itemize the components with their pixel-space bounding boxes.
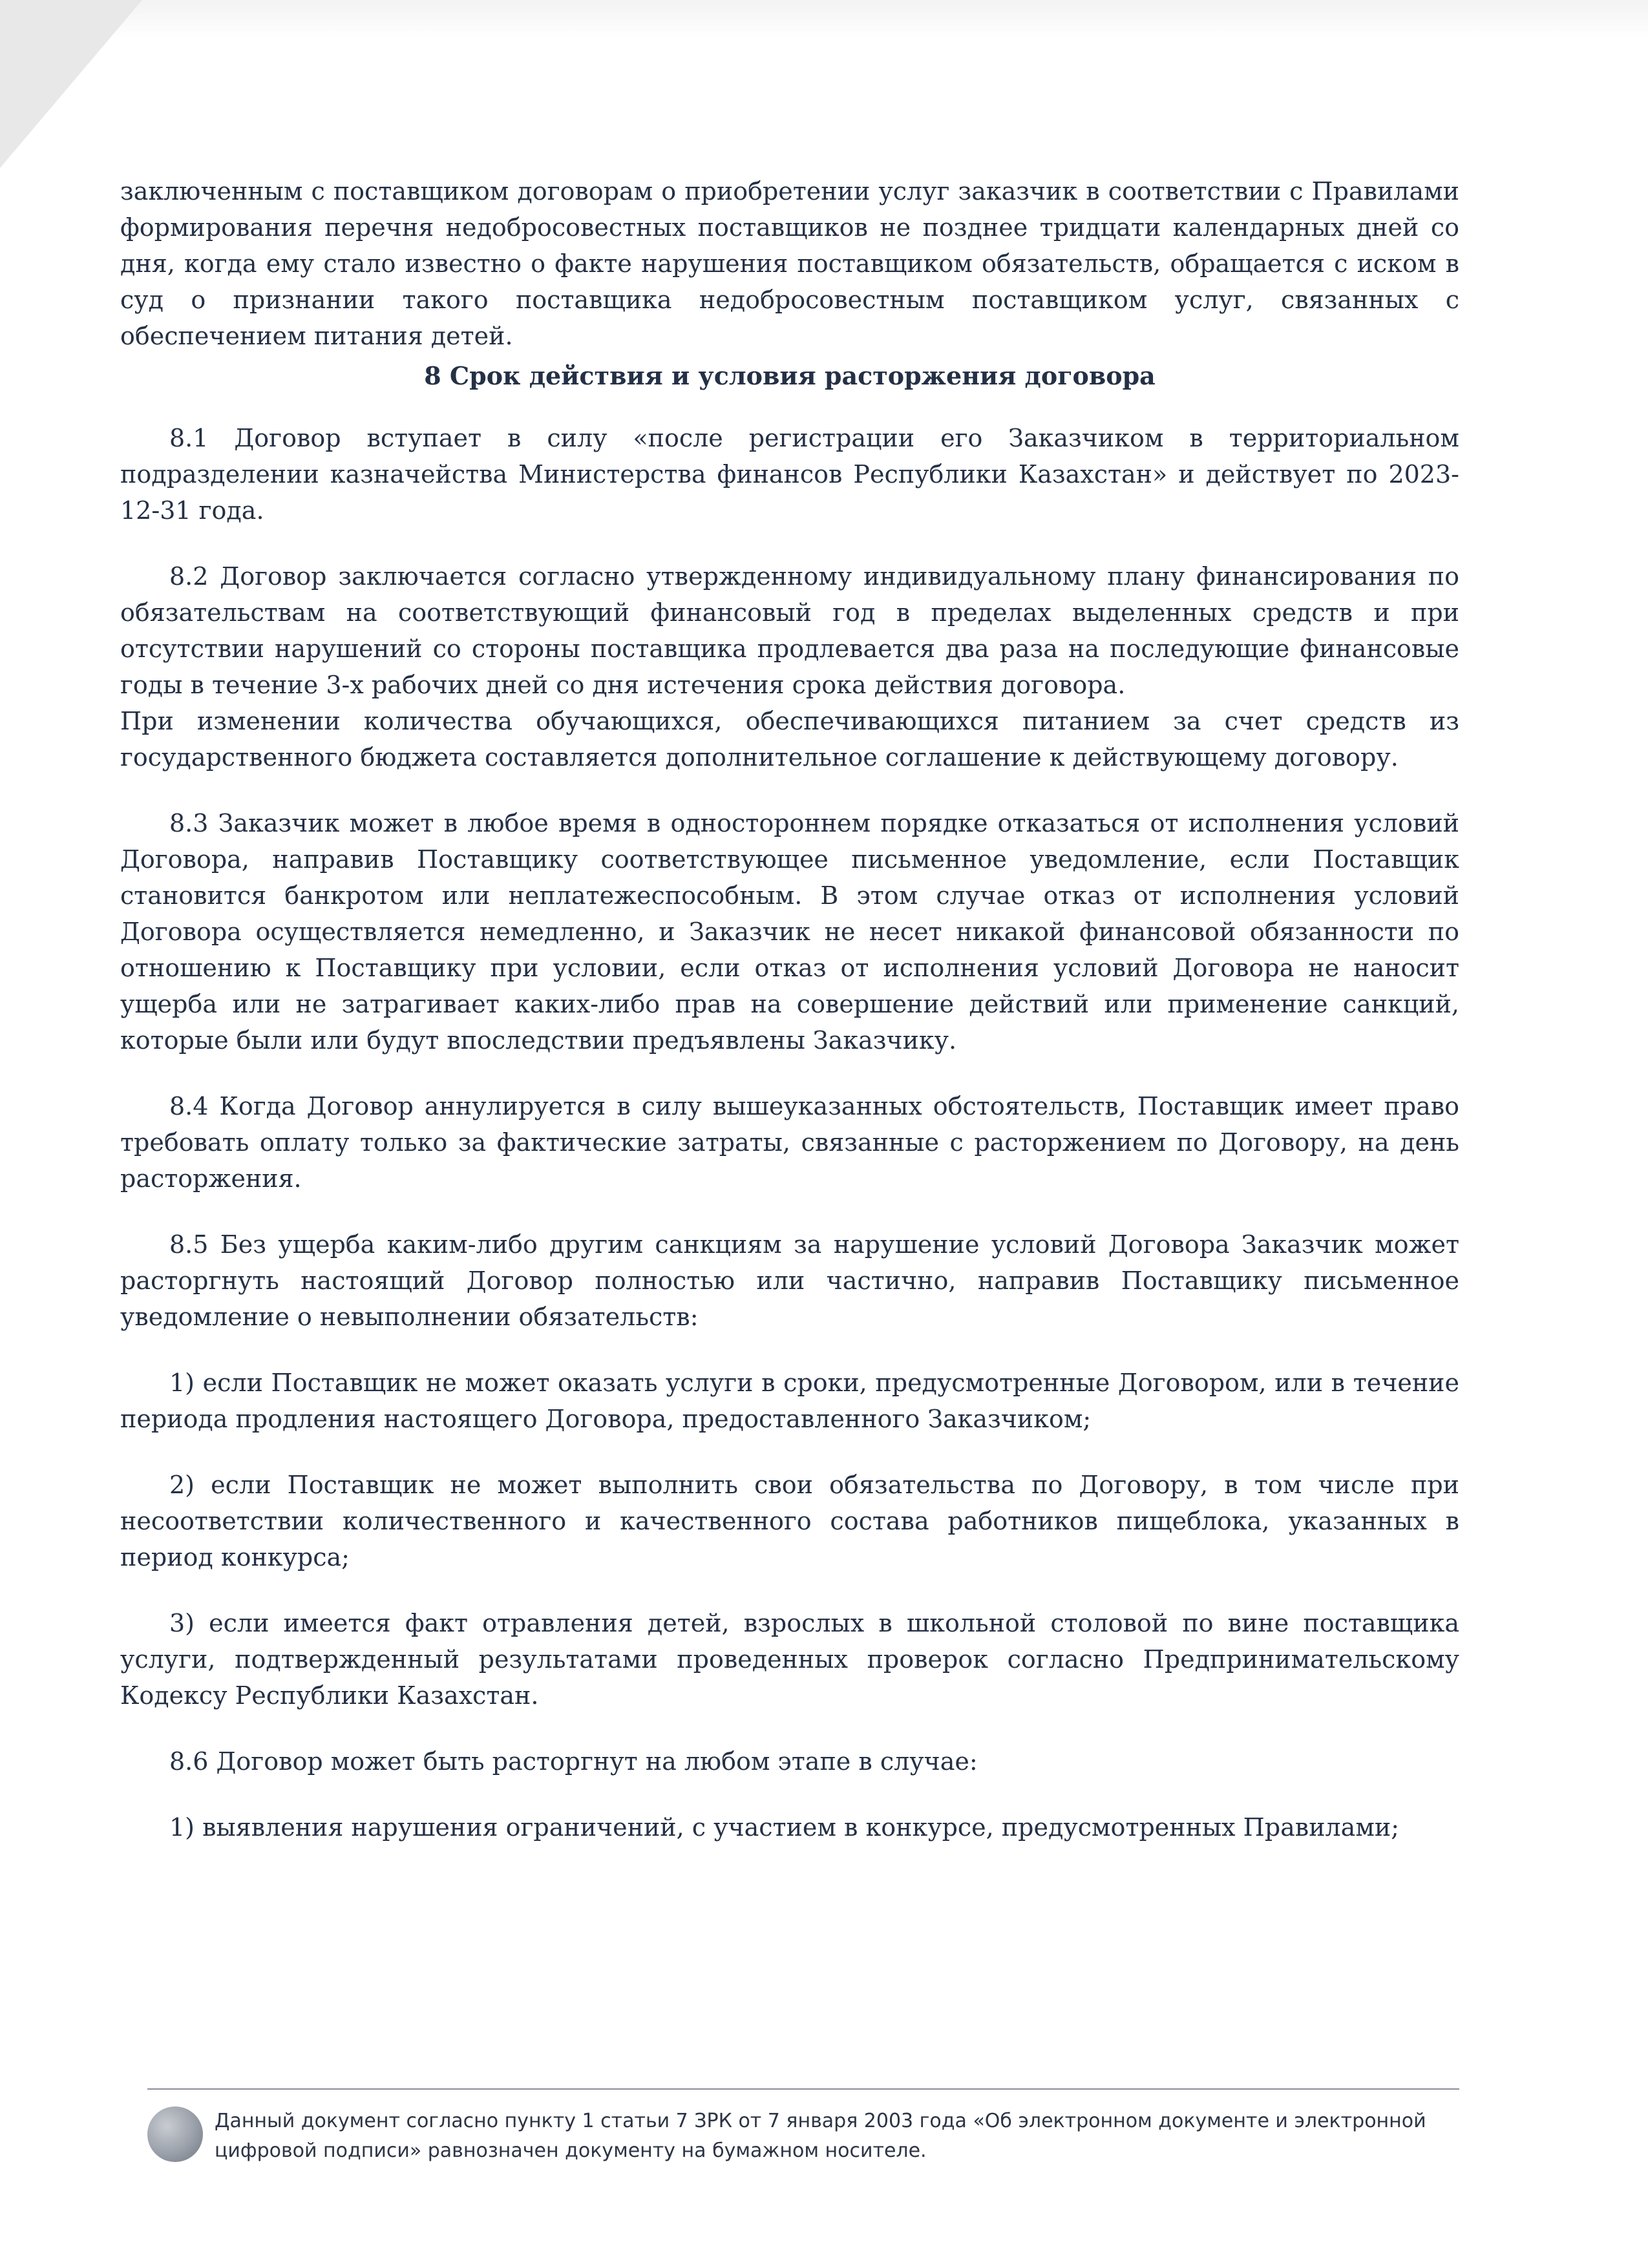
paragraph-8-6: 8.6 Договор может быть расторгнут на любом этапе в случае: bbox=[169, 1747, 978, 1776]
paragraph-8-5-item-1: 1) если Поставщик не может оказать услуги в сроки, предусмотренные Договором, или в течение периода продления настоящего Договора, предоставленного Заказчиком; bbox=[120, 1369, 1459, 1433]
section-title: 8 Срок действия и условия расторжения договора bbox=[424, 361, 1156, 390]
paragraph-8-1: 8.1 Договор вступает в силу «после регистрации его Заказчиком в территориальном подразделении казначейства Министерства финансов Республики Казахстан» и действует по 2023-12-31 года. bbox=[120, 424, 1459, 525]
paragraph-8-3: 8.3 Заказчик может в любое время в одностороннем порядке отказаться от исполнения условий Договора, направив Поставщику соответствующее письменное уведомление, если Поставщик становится банкротом или неплатежеспособным. В этом случае отказ от исполнения условий Договора осуществляется немедленно, и Заказчик не несет никакой финансовой обязанности по отношению к Поставщику при условии, если отказ от исполнения условий Договора не наносит ущерба или не затрагивает каких-либо прав на совершение действий или применение санкций, которые были или будут впоследствии предъявлены Заказчику. bbox=[120, 809, 1459, 1055]
e-document-stamp-icon bbox=[147, 2106, 203, 2162]
paragraph-8-4: 8.4 Когда Договор аннулируется в силу вышеуказанных обстоятельств, Поставщик имеет право требовать оплату только за фактические затраты, связанные с расторжением по Договору, на день расторжения. bbox=[120, 1092, 1459, 1193]
paragraph-8-6-item-1: 1) выявления нарушения ограничений, с участием в конкурсе, предусмотренных Правилами; bbox=[169, 1813, 1400, 1842]
footer-note: Данный документ согласно пункту 1 статьи 7 ЗРК от 7 января 2003 года «Об электронном документе и электронной цифровой подписи» равнозначен документу на бумажном носителе. bbox=[215, 2110, 1426, 2162]
document-body bbox=[120, 173, 1459, 1845]
footer bbox=[147, 2088, 1459, 2166]
paragraph-8-5-item-3: 3) если имеется факт отравления детей, взрослых в школьной столовой по вине поставщика услуги, подтвержденный результатами проведенных проверок согласно Предпринимательскому Кодексу Республики Казахстан. bbox=[120, 1609, 1459, 1710]
paragraph-8-2-continued: При изменении количества обучающихся, обеспечивающихся питанием за счет средств из государственного бюджета составляется дополнительное соглашение к действующему договору. bbox=[120, 707, 1459, 772]
paragraph-8-2: 8.2 Договор заключается согласно утвержденному индивидуальному плану финансирования по обязательствам на соответствующий финансовый год в пределах выделенных средств и при отсутствии нарушений со стороны поставщика продлевается два раза на последующие финансовые годы в течение 3-х рабочих дней со дня истечения срока действия договора. bbox=[120, 562, 1459, 699]
intro-paragraph: заключенным с поставщиком договорам о приобретении услуг заказчик в соответствии с Правилами формирования перечня недобросовестных поставщиков не позднее тридцати календарных дней со дня, когда ему стало известно о факте нарушения поставщиком обязательств, обращается с иском в суд о признании такого поставщика недобросовестным поставщиком услуг, связанных с обеспечением питания детей. bbox=[120, 177, 1459, 350]
paragraph-8-5: 8.5 Без ущерба каким-либо другим санкциям за нарушение условий Договора Заказчик может расторгнуть настоящий Договор полностью или частично, направив Поставщику письменное уведомление о невыполнении обязательств: bbox=[120, 1230, 1459, 1331]
folded-corner bbox=[0, 0, 142, 168]
paragraph-8-5-item-2: 2) если Поставщик не может выполнить свои обязательства по Договору, в том числе при несоответствии количественного и качественного состава работников пищеблока, указанных в период конкурса; bbox=[120, 1471, 1459, 1571]
